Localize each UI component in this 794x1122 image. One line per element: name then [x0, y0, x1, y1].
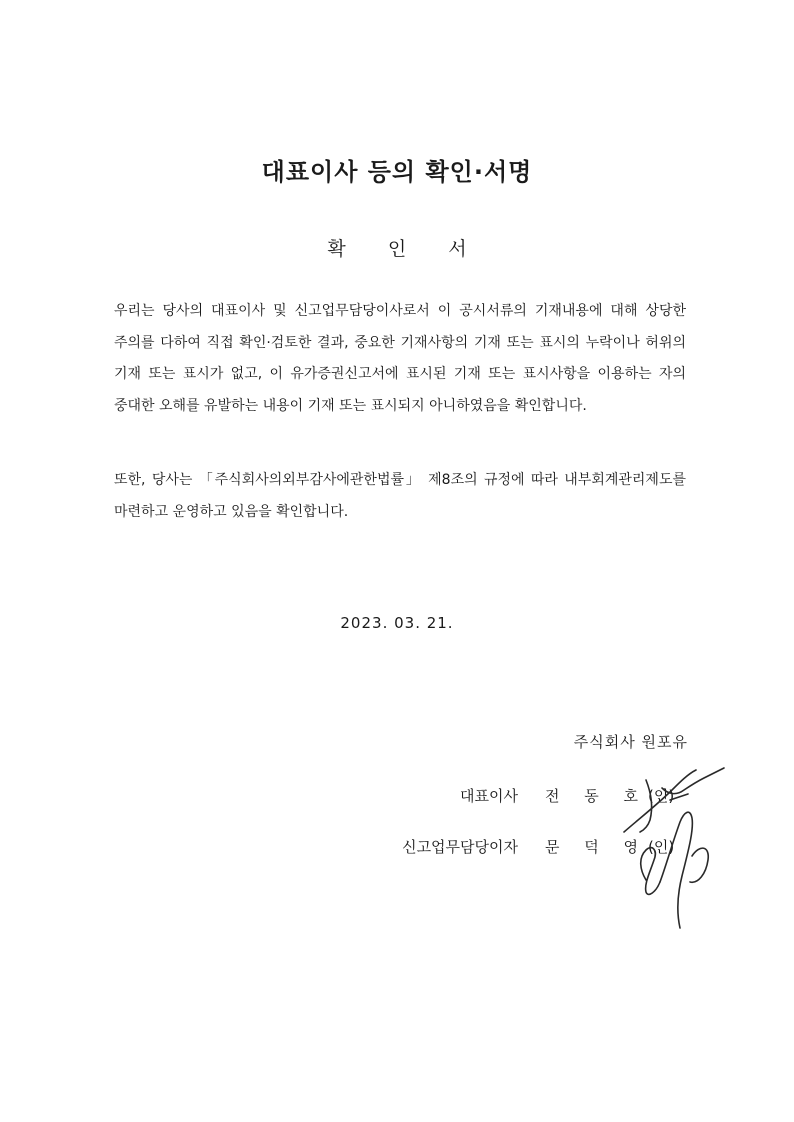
ceo-seal-mark: (인) [648, 787, 675, 805]
handwritten-signature-icon [610, 760, 740, 940]
document-subtitle: 확 인 서 [327, 238, 485, 260]
reporting-officer-role-label: 신고업무담당이자 [402, 838, 518, 856]
reporting-officer-name: 문 덕 영 [545, 838, 649, 856]
ceo-role-label: 대표이사 [460, 787, 518, 805]
document-title: 대표이사 등의 확인·서명 [261, 158, 533, 186]
ceo-name: 전 동 호 [545, 787, 649, 805]
document-date: 2023. 03. 21. [340, 614, 454, 632]
confirmation-paragraph-1: 우리는 당사의 대표이사 및 신고업무담당이사로서 이 공시서류의 기재내용에 대해 상당한 주의를 다하여 직접 확인·검토한 결과, 중요한 기재사항의 기재 또는 표시의 누락이나 허위의 기재 또는 표시가 없고, 이 유가증권신고서에 표시된 기재 또는 표시사항을 이용하는 자의 중대한 오해를 유발하는 내용이 기재 또는 표시되지 아니하였음을 확인합니다. [114, 303, 687, 414]
reporting-officer-seal-mark: (인) [648, 838, 675, 856]
company-name: 주식회사 원포유 [573, 733, 688, 751]
confirmation-paragraph-2: 또한, 당사는 「주식회사의외부감사에관한법률」 제8조의 규정에 따라 내부회계관리제도를 마련하고 운영하고 있음을 확인합니다. [114, 472, 686, 520]
